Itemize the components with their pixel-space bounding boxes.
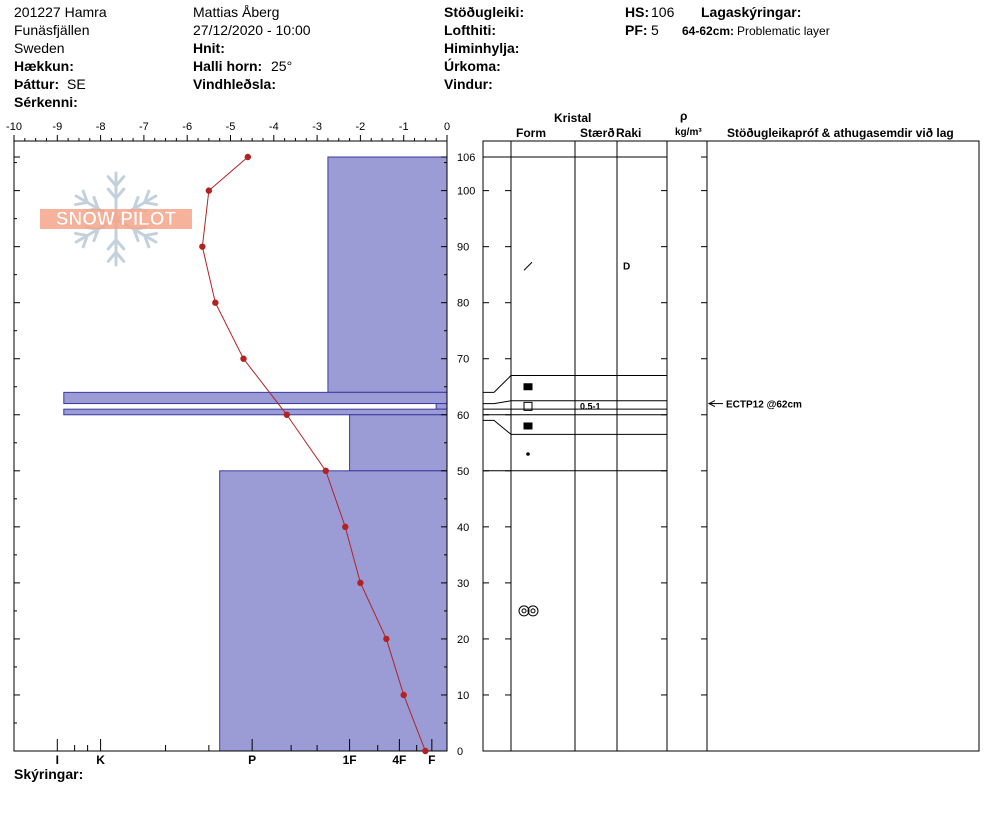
kristal-header: Kristal: [554, 111, 592, 125]
grain-size-label: 0.5-1: [580, 401, 601, 412]
temperature-point: [240, 356, 246, 362]
hardness-layer-0: [328, 157, 447, 392]
hardness-layer-2: [436, 404, 447, 410]
temp-tick-label: -8: [95, 121, 106, 133]
height-tick-label: 60: [457, 409, 470, 422]
flake-branch: [145, 202, 157, 204]
hardness-layer-5: [220, 471, 447, 751]
wind-label: Vindur:: [444, 76, 493, 92]
temperature-point: [206, 187, 212, 193]
grain-symbol-rounded-grains: [527, 453, 530, 456]
temperature-point: [342, 524, 348, 530]
height-tick-label: 100: [457, 185, 476, 198]
moisture-label: D: [623, 261, 631, 273]
hs-label: HS:: [625, 4, 650, 20]
notes-label: Skýringar:: [14, 766, 84, 782]
layer-notes-label: Lagaskýringar:: [701, 4, 802, 20]
site-name: 201227 Hamra: [14, 4, 107, 20]
temp-tick-label: -10: [6, 121, 22, 133]
temp-tick-label: -4: [268, 121, 279, 133]
rho-header: ρ: [680, 109, 688, 123]
hardness-layer-3: [64, 409, 447, 415]
grain-symbol-melt-forms-inner: [522, 609, 526, 613]
height-tick-label: 50: [457, 465, 470, 478]
density-unit-header: kg/m³: [675, 127, 702, 138]
form-header: Form: [516, 126, 546, 140]
layer-note-text: Problematic layer: [737, 24, 830, 38]
area-name: Funäsfjällen: [14, 22, 90, 38]
grain-symbol-melt-forms-inner: [531, 609, 535, 613]
temp-tick-label: 0: [443, 121, 451, 133]
observer-name: Mattias Åberg: [193, 4, 280, 20]
grain-symbol-faceted-crystals: [524, 423, 532, 429]
stability-label: Stöðugleiki:: [444, 4, 525, 20]
grain-symbol-faceted-crystals: [524, 384, 532, 390]
height-tick-label: 10: [457, 689, 470, 702]
stability-test-label: ECTP12 @62cm: [726, 399, 802, 411]
logo-text: SNOW PILOT: [55, 209, 177, 230]
precip-label: Úrkoma:: [444, 58, 501, 74]
temp-tick-label: -3: [312, 121, 322, 133]
temperature-point: [383, 636, 389, 642]
sky-label: Himinhylja:: [444, 40, 520, 56]
coords-label: Hnit:: [193, 40, 225, 56]
temperature-point: [199, 243, 205, 249]
flake-branch: [145, 233, 157, 235]
temp-tick-label: -2: [355, 121, 366, 133]
flake-branch: [76, 202, 88, 204]
hardness-layer-4: [350, 415, 447, 471]
height-tick-label: 70: [457, 353, 470, 366]
temperature-point: [284, 412, 290, 418]
temperature-point: [357, 580, 363, 586]
height-tick-label: 0: [457, 746, 464, 758]
hardness-tick-label: I: [55, 753, 59, 767]
temperature-point: [323, 468, 329, 474]
layer-table-frame: [483, 141, 979, 751]
temperature-point: [212, 299, 218, 305]
snowpilot-logo: [40, 173, 192, 265]
hardness-tick-label: 4F: [392, 753, 407, 767]
temp-tick-label: -6: [182, 121, 193, 133]
size-header: Stærð: [580, 126, 615, 140]
height-tick-label: 30: [457, 577, 470, 590]
height-tick-label: 20: [457, 633, 470, 646]
temp-tick-label: -1: [398, 121, 409, 133]
tests-header: Stöðugleikapróf & athugasemdir við lag: [727, 126, 954, 140]
temp-tick-label: -5: [225, 121, 236, 133]
pf-value: 5: [651, 22, 659, 38]
moisture-header: Raki: [616, 126, 642, 140]
aspect-label: Þáttur:: [14, 76, 60, 92]
slope-label: Halli horn:: [193, 58, 263, 74]
pf-label: PF:: [625, 22, 648, 38]
features-label: Sérkenni:: [14, 94, 78, 110]
layer-note-range: 64-62cm:: [682, 24, 735, 38]
temperature-point: [401, 692, 407, 698]
slope-value: 25°: [271, 58, 293, 74]
temperature-point: [245, 154, 251, 160]
hardness-tick-label: P: [248, 753, 257, 767]
hardness-layer-1: [64, 392, 447, 403]
hs-value: 106: [651, 4, 675, 20]
temp-tick-label: -7: [139, 121, 149, 133]
country-name: Sweden: [14, 40, 65, 56]
grain-symbol-precipitation-particles: [524, 262, 532, 270]
elevation-label: Hækkun:: [14, 58, 74, 74]
hardness-tick-label: F: [428, 753, 436, 767]
flake-branch: [76, 233, 88, 235]
height-tick-label: 80: [457, 297, 470, 310]
wind-load-label: Vindhleðsla:: [193, 76, 276, 92]
height-tick-label: 40: [457, 521, 470, 534]
observation-datetime: 27/12/2020 - 10:00: [193, 22, 311, 38]
height-tick-label: 90: [457, 241, 470, 254]
air-temp-label: Lofthiti:: [444, 22, 497, 38]
height-tick-label: 106: [457, 152, 476, 164]
hardness-tick-label: 1F: [342, 753, 357, 767]
aspect-value: SE: [67, 76, 86, 92]
hardness-tick-label: K: [96, 753, 105, 767]
temp-tick-label: -9: [52, 121, 63, 133]
